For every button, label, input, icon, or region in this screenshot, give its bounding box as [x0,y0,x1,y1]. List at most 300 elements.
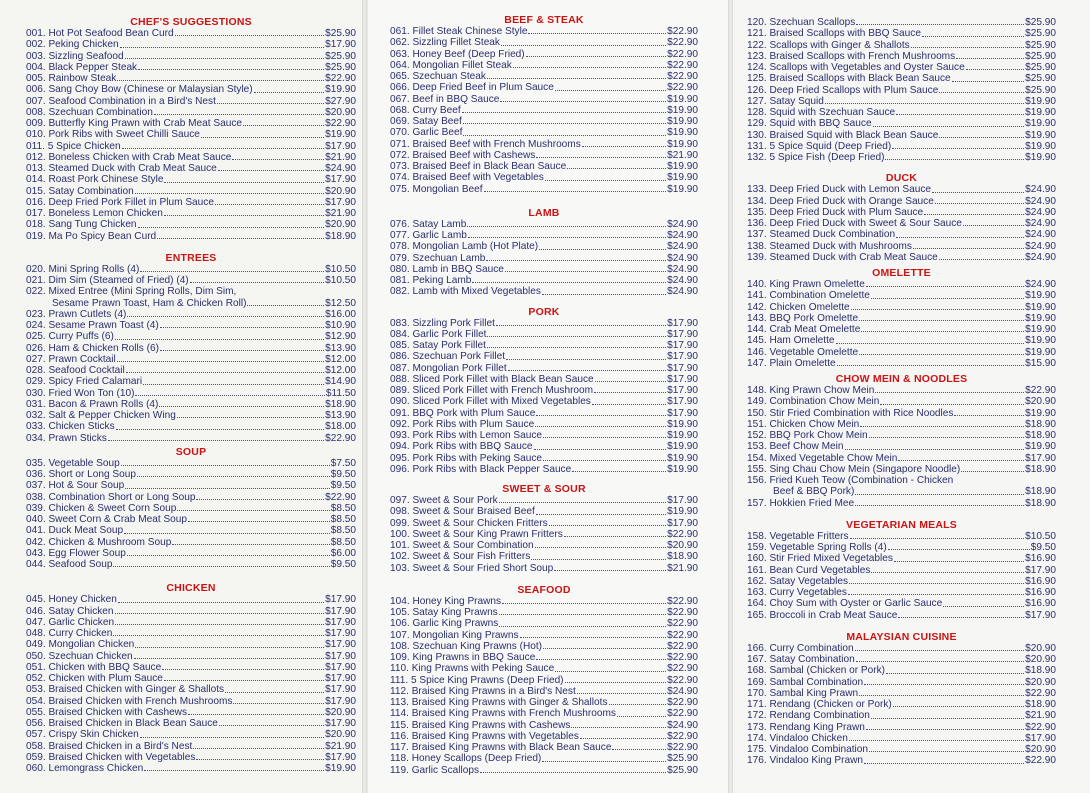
menu-item-name: 048. Curry Chicken [26,628,113,639]
menu-item-name: 089. Sliced Pork Fillet with French Mushroom [390,385,594,396]
menu-item-price: $20.90 [1025,396,1056,408]
menu-item-name: 106. Garlic King Prawns [390,618,499,630]
dot-leader [836,342,1025,344]
dot-leader [154,113,324,115]
menu-item [747,531,1056,542]
menu-item-price: $18.90 [1025,486,1056,498]
menu-item-name: 168. Sambal (Chicken or Pork) [747,665,886,677]
dot-leader [564,535,666,537]
dot-leader [549,524,666,526]
dot-leader [232,158,324,160]
menu-item [26,752,356,763]
menu-item-name: 122. Scallops with Ginger & Shallots [747,39,910,51]
dot-leader [571,726,666,728]
menu-item-price: $24.90 [1025,206,1056,218]
menu-item [26,421,356,432]
dot-leader [880,403,1024,405]
menu-item-price: $17.90 [667,385,698,396]
menu-item-price: $24.90 [667,230,698,241]
dot-leader [894,560,1024,562]
menu-item-name: 088. Sliced Pork Fillet with Black Bean Sauce [390,373,594,385]
menu-item-price: $10.50 [325,263,356,275]
menu-item-name: 139. Steamed Duck with Crab Meat Sauce [747,251,938,263]
menu-item [26,410,356,421]
menu-item-price: $19.90 [1025,290,1056,302]
menu-item [747,396,1056,407]
menu-item-list [747,17,1056,163]
menu-item-price: $18.90 [1025,497,1056,509]
menu-item [747,665,1056,676]
dot-leader [871,297,1024,299]
dot-leader [472,281,666,283]
menu-item-name: 013. Steamed Duck with Crab Meat Sauce [26,163,217,174]
menu-item-price: $6.00 [330,547,356,559]
menu-item [390,253,698,264]
menu-item [26,651,356,662]
menu-item-name: 046. Satay Chicken [26,605,114,617]
menu-item [26,548,356,559]
menu-item [747,643,1056,654]
dot-leader [486,259,666,261]
menu-item [26,458,356,469]
dot-leader [543,459,666,461]
menu-item [747,430,1056,441]
menu-item-price: $19.90 [667,441,698,453]
dot-leader [939,91,1024,93]
menu-item [747,464,1056,475]
menu-item-price: $22.90 [667,629,698,641]
menu-item [747,241,1056,252]
menu-item [26,219,356,230]
menu-item [747,118,1056,129]
menu-item-name: 044. Seafood Soup [26,559,113,570]
dot-leader [225,691,324,693]
menu-item-price: $19.90 [667,93,698,105]
menu-item-price: $22.90 [667,730,698,742]
menu-item-name: 070. Garlic Beef [390,127,463,139]
dot-leader [160,349,324,351]
menu-item-name: 096. Pork Ribs with Black Pepper Sauce [390,463,572,475]
menu-item-price: $17.90 [667,328,698,340]
menu-item [390,219,698,230]
menu-item [390,419,698,430]
dot-leader [859,319,1024,321]
menu-item-name: 094. Pork Ribs with BBQ Sauce [390,441,533,453]
menu-item [747,453,1056,464]
dot-leader [612,748,666,750]
menu-item [390,351,698,362]
menu-item [26,208,356,219]
menu-item-name: 057. Crispy Skin Chicken [26,729,139,741]
menu-item-price: $21.90 [325,208,356,219]
menu-item-name: 049. Mongolian Chicken [26,639,135,651]
dot-leader [837,364,1024,366]
menu-item [390,37,698,48]
menu-item [390,652,698,663]
menu-item-name: 036. Short or Long Soup [26,469,136,480]
menu-item [26,343,356,354]
menu-item [390,630,698,641]
dot-leader [499,625,666,627]
dot-leader [956,57,1024,59]
menu-item-name: 073. Braised Beef in Black Bean Sauce [390,161,567,172]
menu-item [747,576,1056,587]
dot-leader [135,192,324,194]
menu-item-name: 023. Prawn Cutlets (4) [26,308,127,320]
menu-item [747,358,1056,369]
menu-item [747,486,1056,497]
menu-item [747,85,1056,96]
menu-item [26,39,356,50]
menu-item-price: $22.90 [1025,755,1056,767]
dot-leader [886,672,1024,674]
menu-item-name: 154. Mixed Vegetable Chow Mein [747,452,898,464]
menu-item-name: 114. Braised King Prawns with French Mushrooms [390,708,616,720]
menu-item-name: 135. Deep Fried Duck with Plum Sauce [747,206,924,218]
menu-item-name: 068. Curry Beef [390,104,461,116]
menu-item-price: $25.90 [325,61,356,73]
menu-item [390,286,698,297]
menu-item-name: 161. Bean Curd Vegetables [747,564,871,576]
dot-leader [487,335,666,337]
section-heading: SEAFOOD [517,583,571,596]
menu-item [390,374,698,385]
menu-item [747,40,1056,51]
menu-item-name: 050. Szechuan Chicken [26,650,133,662]
dot-leader [856,660,1024,662]
menu-item-price: $16.90 [1025,575,1056,587]
menu-item [390,753,698,764]
menu-item-name: 047. Garlic Chicken [26,616,115,628]
menu-item-price: $12.00 [325,365,356,376]
dot-leader [122,147,324,149]
menu-item [390,540,698,551]
dot-leader [898,616,1024,618]
dot-leader [463,122,666,124]
menu-item-price: $24.90 [667,275,698,286]
menu-item [390,230,698,241]
menu-item-price: $21.90 [667,562,698,574]
menu-item-price: $20.90 [1025,642,1056,654]
menu-item [26,741,356,752]
menu-item [26,662,356,673]
menu-item-price: $22.90 [667,59,698,71]
menu-item-name: 128. Squid with Szechuan Sauce [747,107,896,118]
menu-section [747,519,1056,621]
menu-item-price: $21.90 [325,151,356,163]
menu-item-name: 145. Ham Omelette [747,335,835,347]
menu-section [747,17,1056,163]
dot-leader [175,34,325,36]
menu-item-price: $24.90 [667,241,698,253]
dot-leader [177,509,329,511]
menu-item-name: 107. Mongolian King Prawns [390,629,519,641]
menu-item [390,396,698,407]
menu-item-price: $18.00 [325,421,356,433]
menu-item-price: $19.90 [325,129,356,141]
menu-item [26,197,356,208]
section-heading: SOUP [175,445,207,458]
dot-leader [871,571,1024,573]
menu-item-price: $17.90 [667,340,698,351]
dot-leader [572,470,666,472]
dot-leader [164,181,324,183]
menu-item-name: 170. Sambal King Prawn [747,687,859,699]
dot-leader [893,705,1024,707]
menu-item-price: $19.90 [667,418,698,430]
menu-item-name: 041. Duck Meat Soup [26,525,124,537]
menu-item-price: $22.90 [667,71,698,82]
menu-item-price: $8.50 [330,514,356,525]
menu-item [390,127,698,138]
page-fold [362,0,367,793]
menu-item-name: 079. Szechuan Lamb [390,252,486,264]
menu-item [747,252,1056,263]
menu-item-name: 152. BBQ Pork Chow Mein [747,430,868,441]
dot-leader [554,569,666,571]
menu-item-price: $19.90 [667,183,698,195]
menu-item-name: 100. Sweet & Sour King Prawn Fritters [390,528,563,540]
menu-item-name: 031. Bacon & Prawn Rolls (4) [26,398,159,410]
menu-item [26,51,356,62]
menu-item-list [390,495,698,574]
menu-item [390,264,698,275]
dot-leader [871,717,1024,719]
menu-item-name: 020. Mini Spring Rolls (4) [26,263,140,275]
menu-item-price: $17.90 [325,628,356,639]
menu-item-name: 078. Mongolian Lamb (Hot Plate) [390,241,539,253]
menu-item [747,229,1056,240]
menu-item [390,708,698,719]
menu-item [26,152,356,163]
menu-item-name: 072. Braised Beef with Cashews [390,149,536,161]
dot-leader [577,692,666,694]
menu-item-name: 147. Plain Omelette [747,357,836,369]
menu-item-price: $17.90 [667,373,698,385]
menu-item [747,755,1056,766]
dot-leader [825,102,1024,104]
dot-leader [463,134,666,136]
menu-item-name: 026. Ham & Chicken Rolls (6) [26,342,159,354]
menu-item [747,565,1056,576]
menu-item-price: $18.90 [325,230,356,242]
dot-leader [190,281,324,283]
menu-item-list [26,28,356,242]
menu-panel-left [0,0,362,793]
menu-item [390,385,698,396]
menu-item [390,161,698,172]
menu-item [390,329,698,340]
menu-item-price: $17.90 [1025,609,1056,621]
menu-item-price: $24.90 [1025,279,1056,290]
menu-item [26,118,356,129]
menu-item [26,606,356,617]
menu-item-price: $10.50 [1025,530,1056,542]
menu-item-price: $8.50 [330,502,356,514]
menu-item-price: $17.90 [667,317,698,329]
menu-item [747,196,1056,207]
menu-item-name: 174. Vindaloo Chicken [747,732,848,744]
menu-item [390,340,698,351]
menu-item-name: 123. Braised Scallops with French Mushrooms [747,50,956,62]
dot-leader [243,124,324,126]
menu-item-name: 012. Boneless Chicken with Crab Meat Sauce [26,151,232,163]
menu-item-name: 158. Vegetable Fritters [747,530,849,542]
menu-item [747,385,1056,396]
dot-leader [935,202,1024,204]
menu-item-name: 150. Stir Fried Combination with Rice Noodles [747,407,954,419]
menu-item [26,763,356,774]
menu-item [747,654,1056,665]
menu-section [747,631,1056,767]
menu-item [26,559,356,570]
dot-leader [135,646,324,648]
menu-item-price: $19.90 [667,104,698,116]
menu-item-name: 176. Vindaloo King Prawn [747,755,863,767]
menu-item-price: $20.90 [1025,676,1056,688]
menu-item [390,742,698,753]
dot-leader [864,683,1024,685]
menu-item [747,587,1056,598]
dot-leader [869,436,1025,438]
menu-item-price: $10.90 [325,320,356,331]
dot-leader [617,715,666,717]
menu-item-price: $22.90 [667,742,698,753]
menu-item [747,62,1056,73]
menu-item-price: $17.90 [325,751,356,763]
dot-leader [108,439,324,441]
menu-item [390,529,698,540]
menu-item-name: 034. Prawn Sticks [26,432,107,444]
dot-leader [939,258,1024,260]
dot-leader [125,487,330,489]
menu-section [747,172,1056,263]
menu-item-name: 172. Rendang Combination [747,710,870,722]
dot-leader [966,68,1024,70]
menu-item-name: 144. Crab Meat Omelette [747,324,861,335]
menu-item-price: $22.90 [667,708,698,720]
dot-leader [924,213,1024,215]
menu-item-name: 108. Szechuan King Prawns (Hot) [390,640,543,652]
menu-item-name: 035. Vegetable Soup [26,457,120,469]
menu-item-price: $19.90 [667,116,698,127]
menu-item [390,363,698,374]
menu-item [747,290,1056,301]
menu-item-price: $22.90 [325,491,356,503]
menu-item-name: 003. Sizzling Seafood [26,50,124,62]
menu-item-price: $19.90 [1025,407,1056,419]
dot-leader [127,554,330,556]
menu-item-list [26,458,356,571]
dot-leader [462,111,666,113]
menu-item-name: 132. 5 Spice Fish (Deep Fried) [747,152,885,163]
dot-leader [172,543,329,545]
menu-item-price: $24.90 [667,263,698,275]
menu-item-name: 027. Prawn Cocktail [26,353,116,365]
dot-leader [115,612,325,614]
menu-item-name: 173. Rendang King Prawn [747,721,865,733]
menu-item-name: 028. Seafood Cocktail [26,365,125,376]
menu-item [390,686,698,697]
menu-item-name: 058. Braised Chicken in a Bird's Nest [26,740,193,752]
menu-item-name: 018. Sang Tung Chicken [26,219,137,231]
menu-item-price: $22.90 [1025,721,1056,733]
dot-leader [487,346,666,348]
menu-item [747,96,1056,107]
menu-item-name: 015. Satay Combination [26,185,134,197]
menu-item-name: 042. Chicken & Mushroom Soup [26,536,172,548]
menu-section [390,14,698,195]
dot-leader [911,46,1024,48]
menu-item-price: $17.90 [667,495,698,506]
menu-item [26,718,356,729]
menu-item [747,313,1056,324]
dot-leader [502,602,666,604]
menu-item-price: $22.90 [667,26,698,37]
dot-leader [851,308,1024,310]
menu-item [747,610,1056,621]
menu-item-price: $17.90 [667,396,698,408]
dot-leader [217,102,324,104]
menu-item [26,286,356,297]
menu-item-name: 083. Sizzling Pork Fillet [390,317,495,329]
menu-item-list [747,279,1056,369]
dot-leader [896,113,1024,115]
menu-item [390,26,698,37]
menu-item [747,598,1056,609]
menu-item-price: $14.90 [325,376,356,388]
menu-item [26,707,356,718]
menu-item [26,673,356,684]
dot-leader [188,713,324,715]
menu-item [26,129,356,140]
menu-item-price: $24.90 [1025,240,1056,252]
menu-item-name: 149. Combination Chow Mein [747,396,880,408]
menu-item [26,309,356,320]
menu-item-name: 056. Braised Chicken in Black Bean Sauce [26,718,218,729]
dot-leader [134,657,325,659]
menu-item-name: 037. Hot & Sour Soup [26,480,125,492]
menu-item-name: 159. Vegetable Spring Rolls (4) [747,542,887,553]
menu-item [747,279,1056,290]
menu-item-name: Beef & BBQ Pork) [773,486,855,498]
menu-item [390,94,698,105]
menu-item-name: 165. Broccoli in Crab Meat Sauce [747,609,898,621]
dot-leader [869,750,1024,752]
dot-leader [484,190,667,192]
menu-item [390,408,698,419]
dot-leader [542,293,666,295]
menu-item [390,184,698,195]
menu-item-price: $25.90 [1025,73,1056,85]
menu-item-price: $17.90 [667,407,698,419]
menu-item-name: 120. Szechuan Scallops [747,17,856,28]
section-heading: VEGETARIAN MEALS [846,518,957,531]
dot-leader [939,136,1024,138]
menu-item-price: $17.90 [325,695,356,707]
dot-leader [506,358,666,360]
menu-item [390,275,698,286]
menu-item-price: $12.00 [325,353,356,365]
menu-item-name: 164. Choy Sum with Oyster or Garlic Sauce [747,598,943,610]
menu-item [26,617,356,628]
menu-item [747,419,1056,430]
menu-item [26,174,356,185]
dot-leader [120,46,325,48]
menu-item-name: 136. Deep Fried Duck with Sweet & Sour Sauce [747,218,962,229]
menu-item [26,492,356,503]
dot-leader [499,613,666,615]
